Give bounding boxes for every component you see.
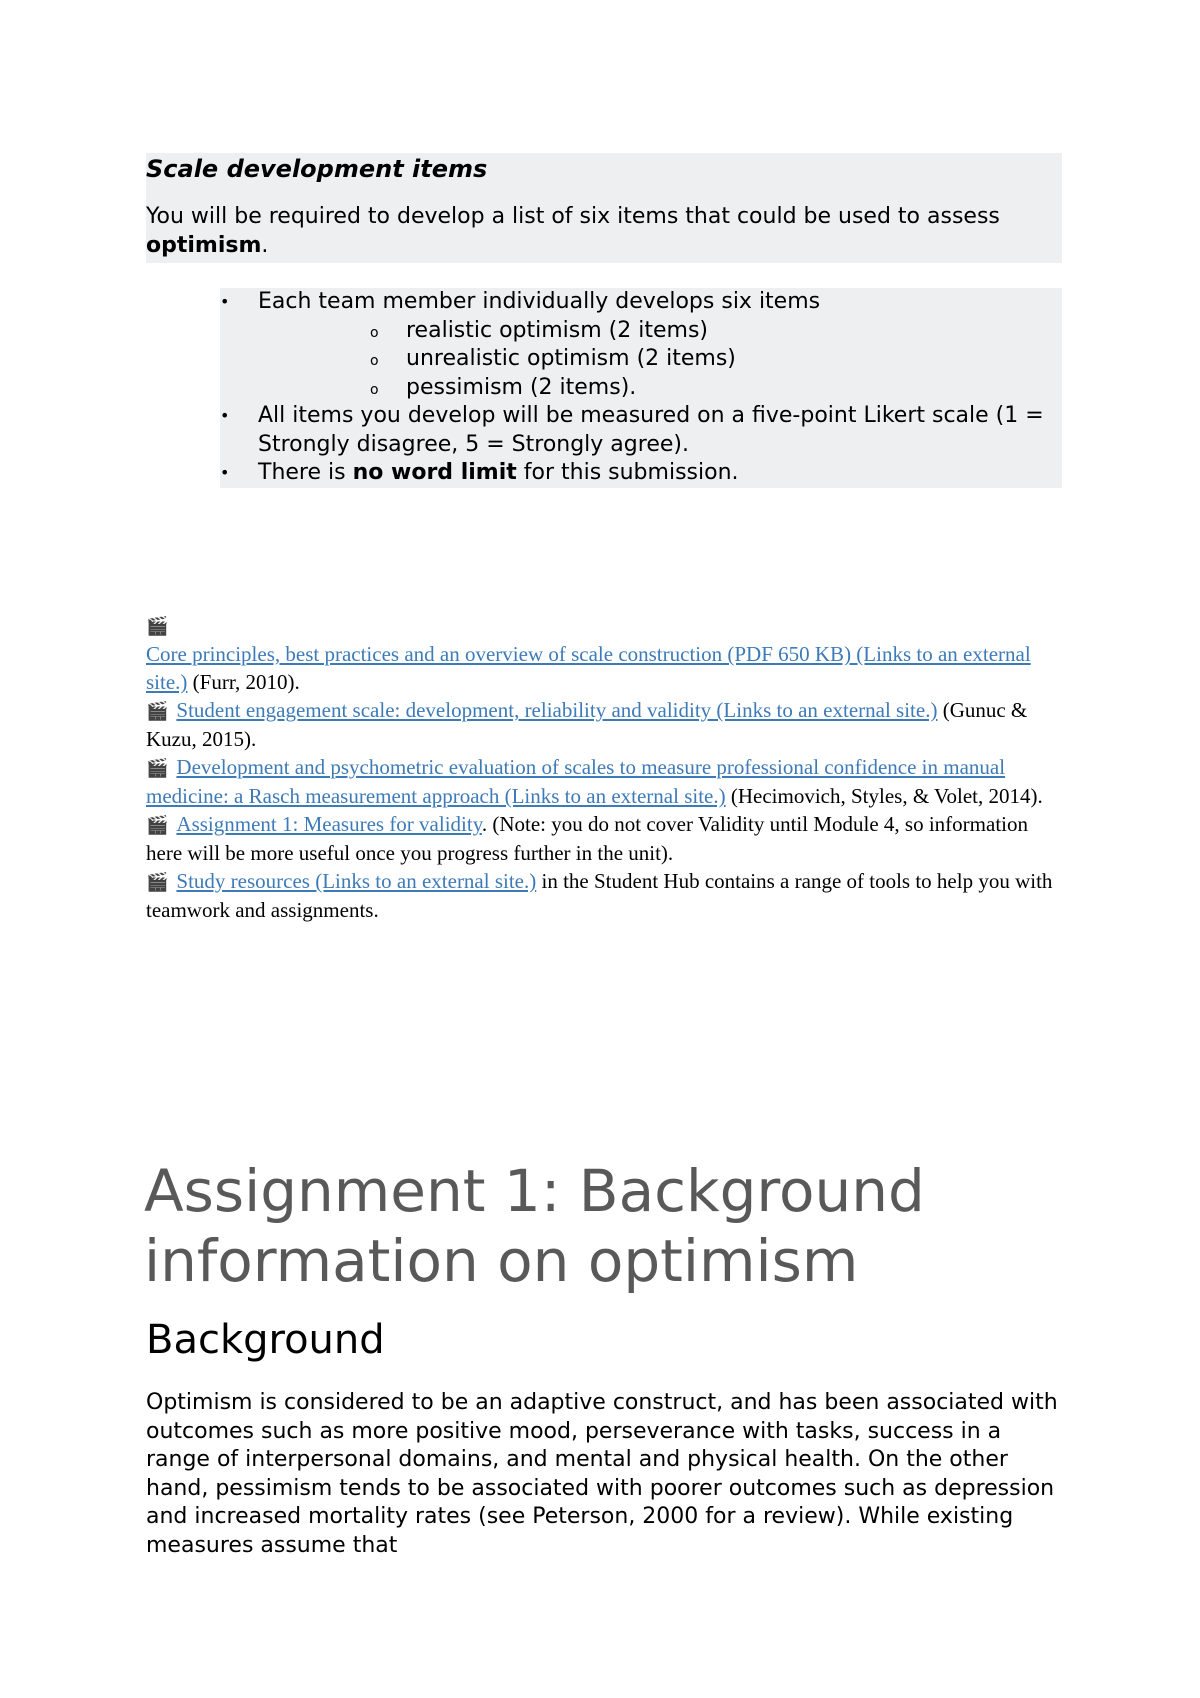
bullet-icon: • (220, 463, 230, 482)
clapperboard-icon: 🎬 (146, 872, 169, 892)
sub-item-text: pessimism (2 items). (406, 374, 637, 400)
intro-text: You will be required to develop a list of six items that could be used to assess (146, 204, 1000, 229)
requirements-list (220, 288, 1062, 488)
bullet-icon: • (220, 292, 230, 311)
resource-link-rasch-measurement[interactable]: Development and psychometric evaluation of scales to measure professional confidence in manual medicine: a Rasch measurement approach (Links to an external site.) (146, 755, 1006, 808)
scale-intro (146, 203, 1046, 260)
bullet-bold-text: no word limit (352, 460, 517, 485)
list-item (220, 459, 1062, 488)
bullet-icon: • (220, 406, 230, 425)
resource-citation: (Hecimovich, Styles, & Volet, 2014). (725, 784, 1043, 808)
sub-list-item (258, 317, 1062, 346)
intro-bold-optimism: optimism (146, 232, 262, 258)
sub-list-item (258, 345, 1062, 374)
clapperboard-icon: 🎬 (146, 758, 169, 778)
resource-citation: (Furr, 2010). (187, 670, 300, 694)
sub-bullet-icon: o (370, 381, 379, 398)
resource-item (146, 640, 1066, 696)
resource-description: in the Student Hub contains a range of tools to help you with teamwork and assignments. (146, 869, 1053, 922)
background-heading: Background (146, 1317, 385, 1363)
resource-item (146, 810, 1066, 867)
resource-link-student-engagement[interactable]: Student engagement scale: development, reliability and validity (Links to an external site.) (176, 698, 938, 722)
list-item (220, 402, 1062, 459)
resource-link-scale-construction[interactable]: Core principles, best practices and an overview of scale construction (PDF 650 KB) (Links to an external site.) (146, 642, 1031, 694)
resource-citation: (Gunuc & Kuzu, 2015). (146, 698, 1028, 751)
resource-item (146, 753, 1066, 810)
background-paragraph: Optimism is considered to be an adaptive construct, and has been associated with outcomes such as more positive mood, perseverance with tasks, success in a range of interpersonal domains, and mental and physical health. On the other hand, pessimism tends to be associated with poorer outcomes such as depression and increased mortality rates (see Peterson, 2000 for a review). While existing measures assume that (146, 1390, 1058, 1558)
sub-list-item (258, 374, 1062, 403)
sub-item-text: unrealistic optimism (2 items) (406, 346, 736, 371)
clapperboard-icon: 🎬 (146, 815, 169, 835)
sub-item-text: realistic optimism (2 items) (406, 317, 709, 343)
bullet-text: for this submission. (516, 460, 739, 485)
sub-list (258, 317, 1062, 403)
clapperboard-icon: 🎬 (146, 701, 169, 721)
resources-list (146, 612, 1066, 924)
bullet-text: All items you develop will be measured on a five-point Likert scale (1 = Strongly disagree, 5 = Strongly agree). (258, 403, 1044, 457)
bullet-text: Each team member individually develops six items (258, 289, 821, 314)
clapperboard-icon: 🎬 (146, 616, 169, 636)
sub-bullet-icon: o (370, 324, 379, 341)
sub-bullet-icon: o (370, 353, 379, 369)
resource-item (146, 867, 1066, 924)
list-item (220, 288, 1062, 402)
assignment-title: Assignment 1: Background information on optimism (144, 1157, 925, 1295)
intro-period: . (261, 232, 269, 258)
resource-note: . (Note: you do not cover Validity until Module 4, so information here will be more useful once you progress further in the unit). (146, 812, 1028, 865)
resource-item (146, 696, 1066, 753)
resource-link-measures-validity[interactable]: Assignment 1: Measures for validity (176, 812, 482, 836)
bullet-text: There is (258, 460, 353, 485)
resource-link-study-resources[interactable]: Study resources (Links to an external site.) (176, 869, 537, 893)
scale-section-title: Scale development items (146, 155, 488, 183)
